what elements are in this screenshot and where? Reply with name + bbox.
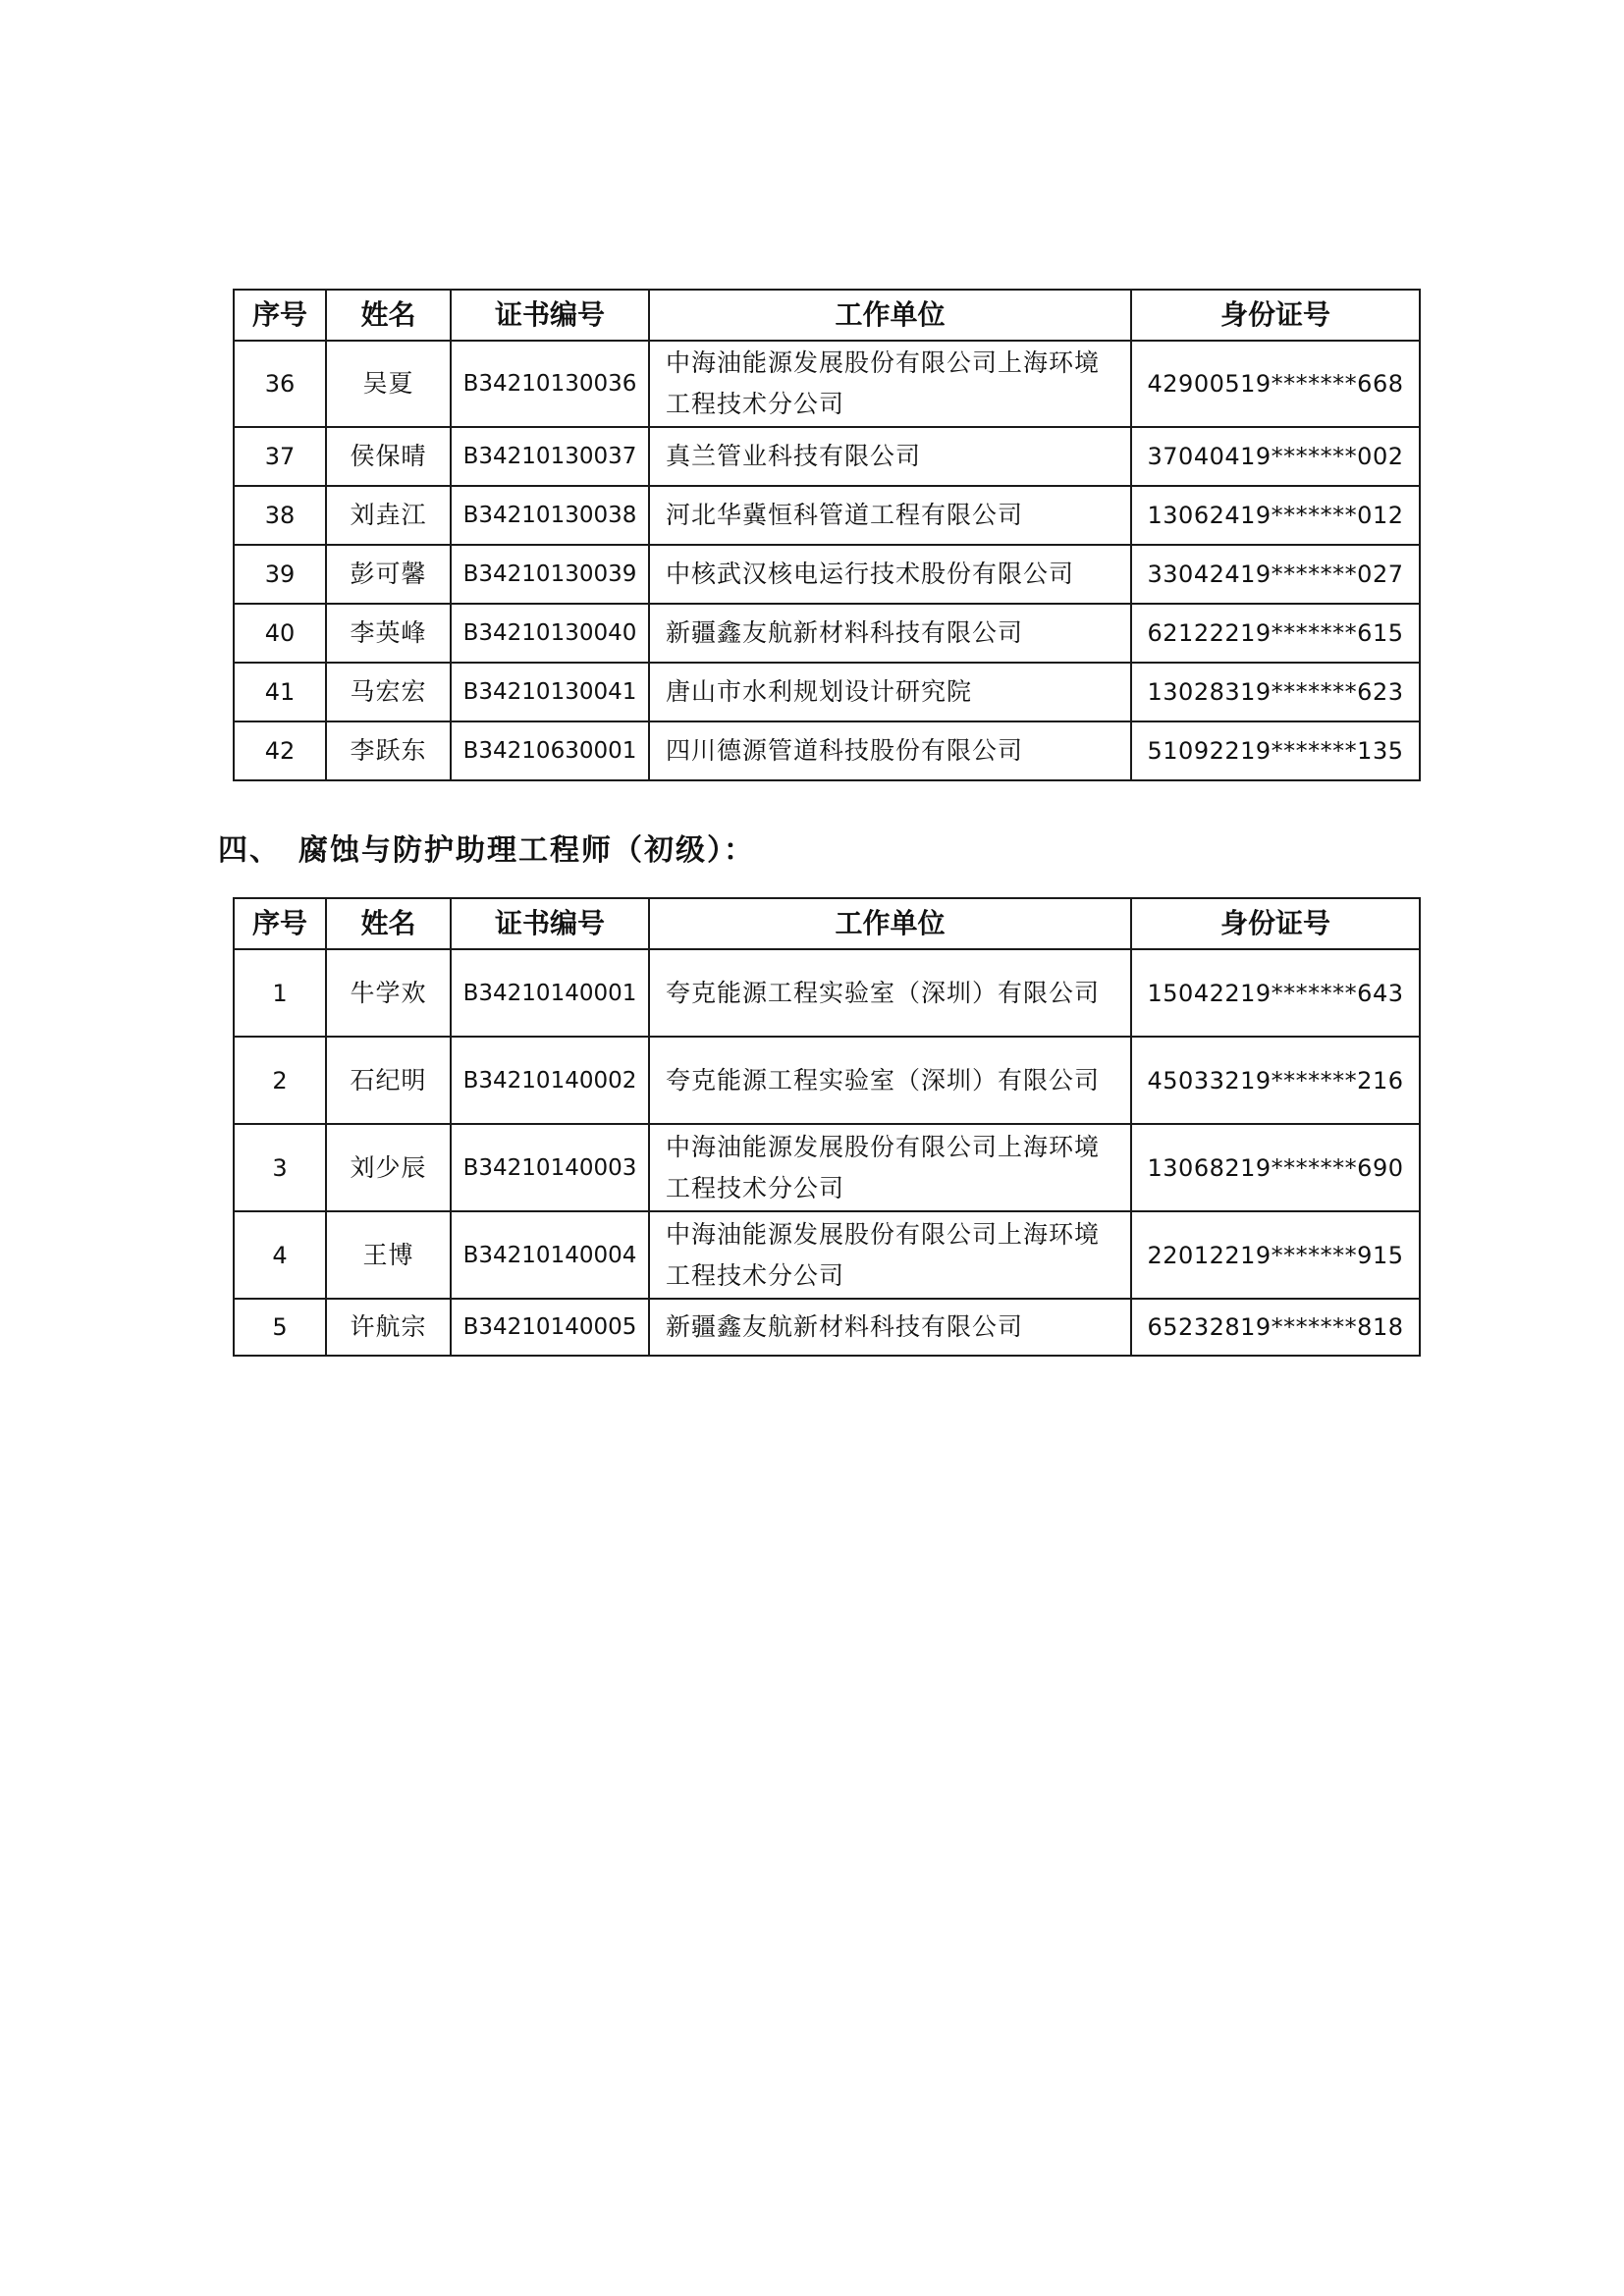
header-unit: 工作单位 xyxy=(649,898,1131,949)
certificate-table-intermediate xyxy=(233,289,1421,781)
section-heading xyxy=(218,829,755,873)
table-header-row xyxy=(234,898,1420,949)
table-row xyxy=(234,604,1420,663)
cell-cert: B34210140005 xyxy=(451,1299,649,1356)
header-idno: 身份证号 xyxy=(1131,290,1420,341)
table-row xyxy=(234,427,1420,486)
cell-cert: B34210630001 xyxy=(451,721,649,780)
cell-idno: 22012219*******915 xyxy=(1131,1211,1420,1299)
section-marker: 四、 xyxy=(218,833,281,868)
cell-seq: 38 xyxy=(234,486,326,545)
table-row xyxy=(234,721,1420,780)
section-title: 腐蚀与防护助理工程师（初级）： xyxy=(298,833,755,868)
cell-name: 石纪明 xyxy=(326,1037,451,1124)
cell-name: 马宏宏 xyxy=(326,663,451,721)
cell-unit: 夸克能源工程实验室（深圳）有限公司 xyxy=(649,949,1131,1037)
header-unit: 工作单位 xyxy=(649,290,1131,341)
table-row xyxy=(234,1211,1420,1299)
cell-cert: B34210130039 xyxy=(451,545,649,604)
cell-idno: 62122219*******615 xyxy=(1131,604,1420,663)
cell-seq: 3 xyxy=(234,1124,326,1211)
cell-cert: B34210140004 xyxy=(451,1211,649,1299)
cell-idno: 42900519*******668 xyxy=(1131,341,1420,427)
cell-seq: 39 xyxy=(234,545,326,604)
cell-name: 王博 xyxy=(326,1211,451,1299)
table-row xyxy=(234,545,1420,604)
cell-name: 彭可馨 xyxy=(326,545,451,604)
cell-unit: 中海油能源发展股份有限公司上海环境工程技术分公司 xyxy=(649,1124,1131,1211)
cell-cert: B34210140002 xyxy=(451,1037,649,1124)
cell-name: 刘垚江 xyxy=(326,486,451,545)
cell-cert: B34210130038 xyxy=(451,486,649,545)
cell-seq: 4 xyxy=(234,1211,326,1299)
cell-idno: 37040419*******002 xyxy=(1131,427,1420,486)
cell-idno: 13062419*******012 xyxy=(1131,486,1420,545)
table-row xyxy=(234,949,1420,1037)
cell-idno: 13068219*******690 xyxy=(1131,1124,1420,1211)
cell-seq: 40 xyxy=(234,604,326,663)
header-cert: 证书编号 xyxy=(451,898,649,949)
header-name: 姓名 xyxy=(326,290,451,341)
cell-idno: 51092219*******135 xyxy=(1131,721,1420,780)
cell-unit: 新疆鑫友航新材料科技有限公司 xyxy=(649,604,1131,663)
cell-cert: B34210130041 xyxy=(451,663,649,721)
table-header-row xyxy=(234,290,1420,341)
cell-seq: 5 xyxy=(234,1299,326,1356)
cell-unit: 唐山市水利规划设计研究院 xyxy=(649,663,1131,721)
cell-name: 李英峰 xyxy=(326,604,451,663)
header-idno: 身份证号 xyxy=(1131,898,1420,949)
cell-unit: 真兰管业科技有限公司 xyxy=(649,427,1131,486)
cell-unit: 新疆鑫友航新材料科技有限公司 xyxy=(649,1299,1131,1356)
cell-unit: 中海油能源发展股份有限公司上海环境工程技术分公司 xyxy=(649,341,1131,427)
cell-name: 侯保晴 xyxy=(326,427,451,486)
cell-cert: B34210130036 xyxy=(451,341,649,427)
table-row xyxy=(234,1124,1420,1211)
table-row xyxy=(234,1299,1420,1356)
cell-unit: 中海油能源发展股份有限公司上海环境工程技术分公司 xyxy=(649,1211,1131,1299)
table-row xyxy=(234,341,1420,427)
cell-seq: 37 xyxy=(234,427,326,486)
cell-idno: 45033219*******216 xyxy=(1131,1037,1420,1124)
cell-name: 刘少辰 xyxy=(326,1124,451,1211)
cell-cert: B34210140003 xyxy=(451,1124,649,1211)
cell-idno: 15042219*******643 xyxy=(1131,949,1420,1037)
header-seq: 序号 xyxy=(234,290,326,341)
cell-idno: 65232819*******818 xyxy=(1131,1299,1420,1356)
header-name: 姓名 xyxy=(326,898,451,949)
cell-idno: 13028319*******623 xyxy=(1131,663,1420,721)
certificate-table-junior xyxy=(233,897,1421,1357)
table-row xyxy=(234,1037,1420,1124)
cell-seq: 2 xyxy=(234,1037,326,1124)
table-row xyxy=(234,486,1420,545)
table-row xyxy=(234,663,1420,721)
cell-idno: 33042419*******027 xyxy=(1131,545,1420,604)
cell-name: 许航宗 xyxy=(326,1299,451,1356)
cell-unit: 河北华冀恒科管道工程有限公司 xyxy=(649,486,1131,545)
cell-cert: B34210130037 xyxy=(451,427,649,486)
cell-seq: 41 xyxy=(234,663,326,721)
cell-unit: 中核武汉核电运行技术股份有限公司 xyxy=(649,545,1131,604)
cell-seq: 36 xyxy=(234,341,326,427)
cell-name: 牛学欢 xyxy=(326,949,451,1037)
header-seq: 序号 xyxy=(234,898,326,949)
cell-cert: B34210130040 xyxy=(451,604,649,663)
header-cert: 证书编号 xyxy=(451,290,649,341)
cell-name: 吴夏 xyxy=(326,341,451,427)
cell-seq: 1 xyxy=(234,949,326,1037)
cell-unit: 夸克能源工程实验室（深圳）有限公司 xyxy=(649,1037,1131,1124)
cell-seq: 42 xyxy=(234,721,326,780)
cell-name: 李跃东 xyxy=(326,721,451,780)
cell-cert: B34210140001 xyxy=(451,949,649,1037)
cell-unit: 四川德源管道科技股份有限公司 xyxy=(649,721,1131,780)
